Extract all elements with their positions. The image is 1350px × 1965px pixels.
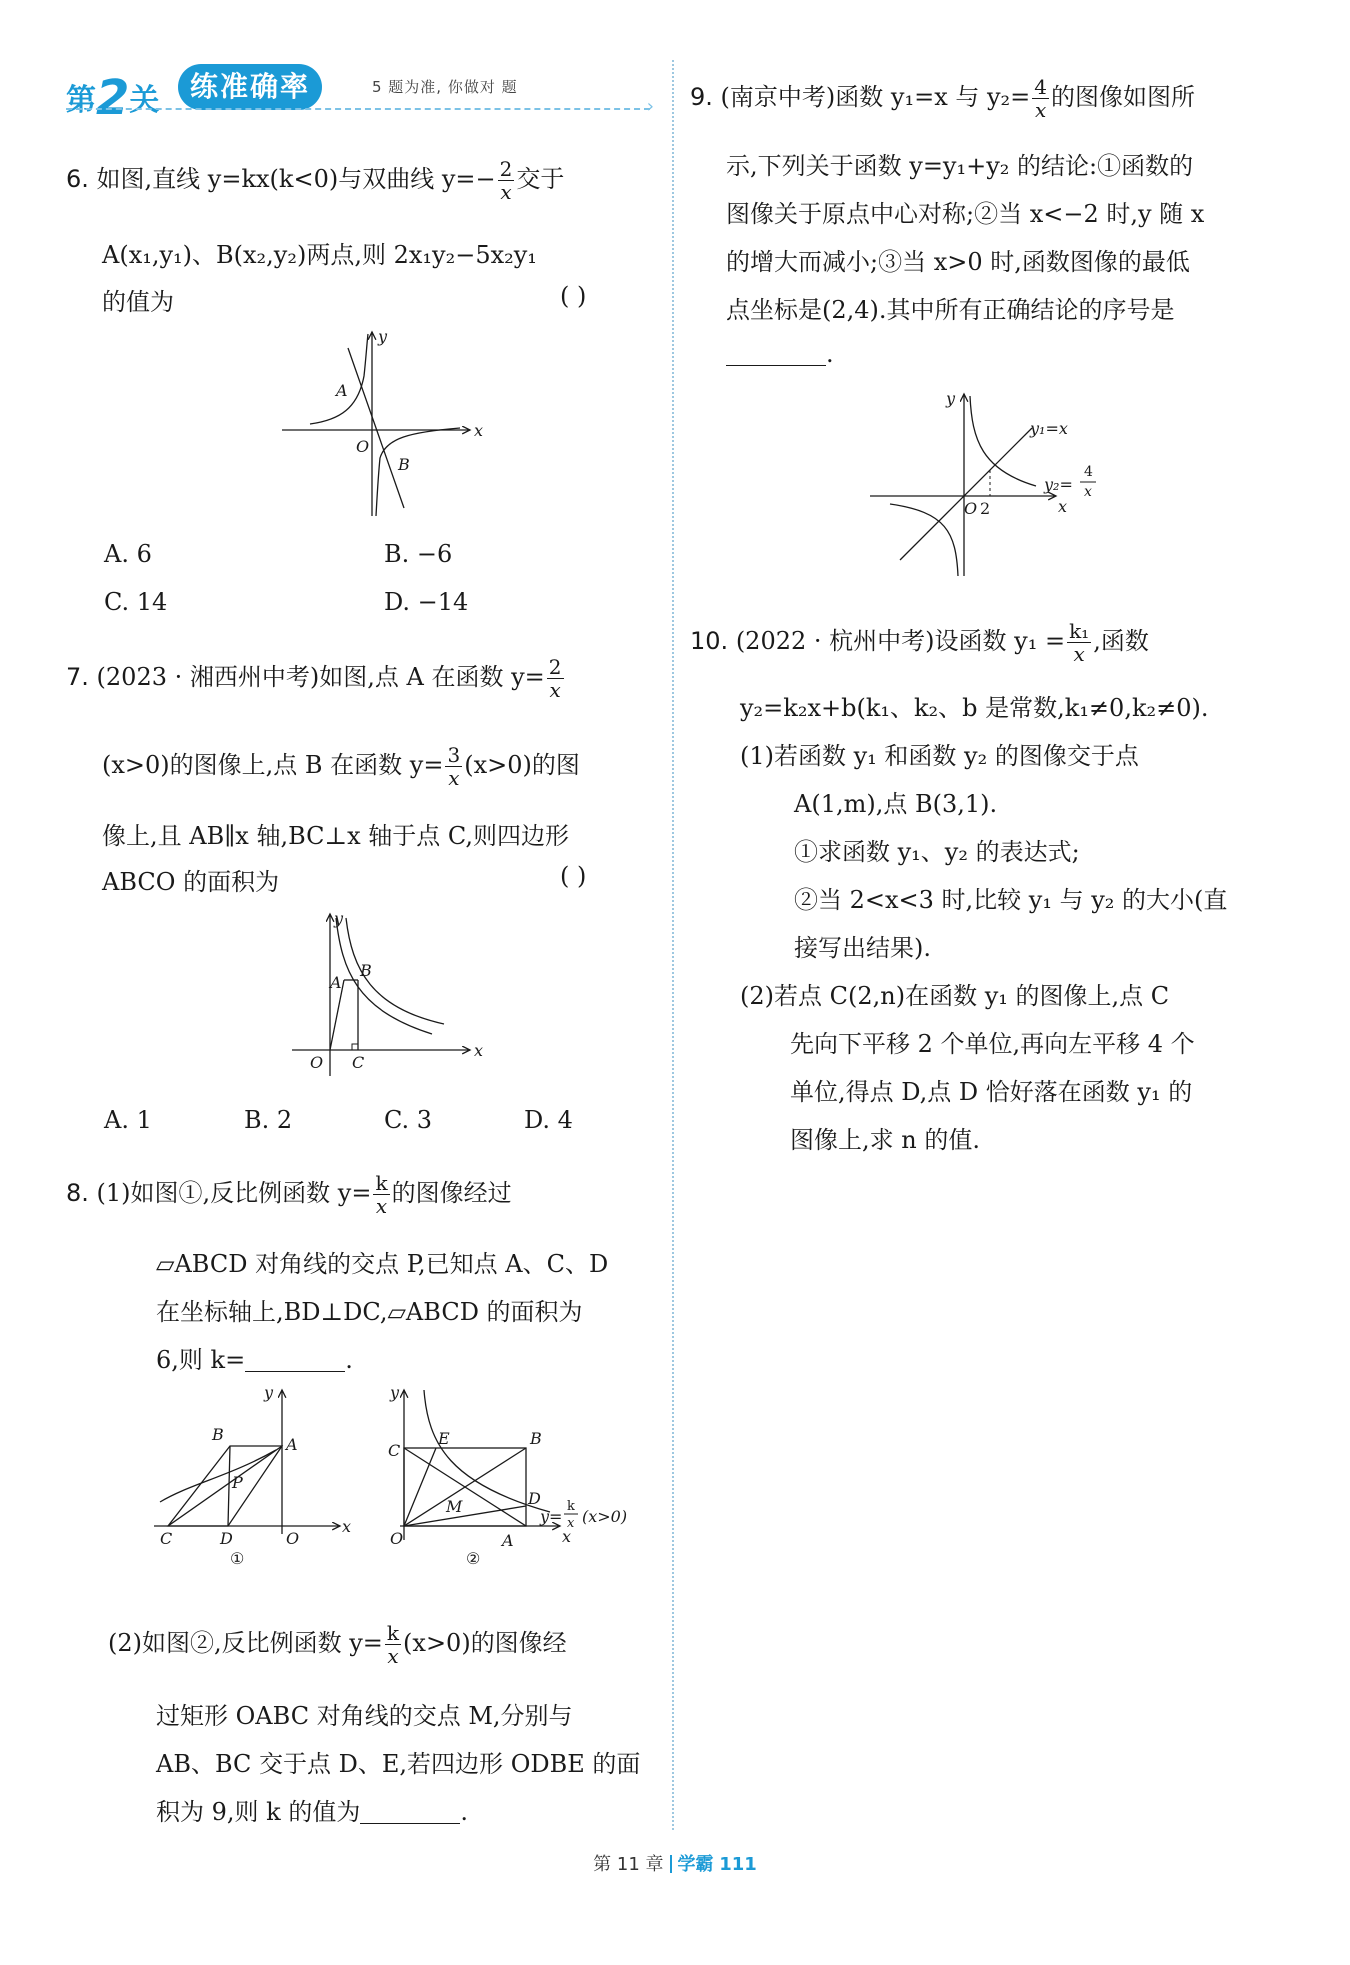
- svg-text:x: x: [474, 421, 484, 440]
- svg-text:(x>0): (x>0): [582, 1507, 628, 1526]
- svg-text:O: O: [356, 437, 370, 456]
- svg-text:y: y: [390, 1383, 400, 1402]
- q8-answer-blank-2[interactable]: [360, 1800, 460, 1824]
- q7-option-d: D. 4: [524, 1106, 573, 1134]
- svg-text:C: C: [352, 1053, 365, 1072]
- svg-text:O: O: [390, 1529, 404, 1548]
- q8-part2-line-1: (2)如图②,反比例函数 y= $\frac{k}{x}$ (x>0)的图像经: [108, 1621, 567, 1668]
- q7-figure: [286, 910, 486, 1080]
- q8-line-3: 在坐标轴上,BD⊥DC,▱ABCD 的面积为: [156, 1298, 583, 1326]
- column-divider: [672, 60, 674, 1830]
- q8-figure-1: [150, 1383, 352, 1568]
- q7-line-4: ABCO 的面积为: [102, 868, 280, 896]
- svg-text:O: O: [286, 1529, 300, 1548]
- q9-line-5: 点坐标是(2,4).其中所有正确结论的序号是: [726, 296, 1175, 324]
- svg-text:y: y: [264, 1383, 274, 1402]
- q7-line-2: (x>0)的图像上,点 B 在函数 y= $\frac{3}{x}$ (x>0)的图: [102, 743, 580, 790]
- section-header: [66, 60, 654, 126]
- q10-line-3: (1)若函数 y₁ 和函数 y₂ 的图像交于点: [740, 742, 1139, 770]
- q8-line-2: ▱ABCD 对角线的交点 P,已知点 A、C、D: [156, 1250, 609, 1278]
- section-slogan: 5 题为准, 你做对 题: [372, 78, 518, 96]
- svg-text:D: D: [528, 1489, 541, 1508]
- q7-option-c: C. 3: [384, 1106, 433, 1134]
- svg-text:C: C: [160, 1529, 173, 1548]
- q7-answer-paren: ( ): [560, 862, 587, 890]
- q6-option-a: A. 6: [104, 540, 152, 568]
- q10-line-11: 图像上,求 n 的值.: [790, 1126, 980, 1154]
- section-title: 练准确率: [178, 64, 322, 110]
- q6-line-3: 的值为: [102, 288, 174, 316]
- q6-option-d: D. −14: [384, 588, 469, 616]
- q9-answer-blank[interactable]: [726, 342, 826, 366]
- svg-text:②: ②: [466, 1549, 481, 1568]
- svg-text:E: E: [438, 1429, 450, 1448]
- svg-text:O: O: [964, 499, 978, 518]
- q8-line-1: 8. (1)如图①,反比例函数 y= $\frac{k}{x}$ 的图像经过: [66, 1171, 512, 1218]
- page-number: 111: [719, 1854, 757, 1875]
- svg-text:x: x: [342, 1517, 352, 1536]
- svg-text:y=: y=: [540, 1507, 563, 1526]
- q6-figure: [280, 327, 484, 518]
- footer-chapter: 第 11 章: [593, 1854, 664, 1875]
- svg-text:D: D: [220, 1529, 233, 1548]
- q9-line-1: 9. (南京中考)函数 y₁=x 与 y₂= $\frac{4}{x}$ 的图像如图所: [690, 75, 1196, 122]
- page-footer: [0, 1850, 1350, 1876]
- svg-text:A: A: [502, 1531, 514, 1550]
- svg-text:B: B: [530, 1429, 542, 1448]
- svg-text:2: 2: [980, 499, 991, 518]
- svg-text:C: C: [388, 1441, 401, 1460]
- q9-line-2: 示,下列关于函数 y=y₁+y₂ 的结论:①函数的: [726, 152, 1194, 180]
- svg-text:k: k: [567, 1499, 575, 1514]
- q6-line-1: 6. 如图,直线 y=kx(k<0)与双曲线 y=− $\frac{2}{x}$ 交于: [66, 157, 565, 204]
- q7-line-3: 像上,且 AB∥x 轴,BC⊥x 轴于点 C,则四边形: [102, 822, 570, 850]
- q9-figure: [866, 390, 1126, 580]
- level-badge: 第2关: [66, 70, 160, 126]
- svg-text:y₁=x: y₁=x: [1030, 419, 1068, 438]
- q6-answer-paren: ( ): [560, 282, 587, 310]
- svg-text:A: A: [336, 381, 348, 400]
- footer-brand: 学霸: [677, 1854, 714, 1875]
- q10-line-6: ②当 2<x<3 时,比较 y₁ 与 y₂ 的大小(直: [794, 886, 1228, 914]
- q10-line-5: ①求函数 y₁、y₂ 的表达式;: [794, 838, 1080, 866]
- q9-line-4: 的增大而减小;③当 x>0 时,函数图像的最低: [726, 248, 1190, 276]
- q8-part2-line-3: AB、BC 交于点 D、E,若四边形 ODBE 的面: [156, 1750, 641, 1778]
- svg-text:x: x: [1058, 497, 1068, 516]
- q8-line-4: 6,则 k= .: [156, 1346, 353, 1374]
- svg-text:B: B: [398, 455, 410, 474]
- svg-text:①: ①: [230, 1549, 245, 1568]
- svg-text:x: x: [474, 1041, 484, 1060]
- q6-line-2: A(x₁,y₁)、B(x₂,y₂)两点,则 2x₁y₂−5x₂y₁: [102, 241, 537, 269]
- q8-part2-line-4: 积为 9,则 k 的值为 .: [156, 1798, 468, 1826]
- svg-text:x: x: [1084, 484, 1092, 500]
- svg-text:A: A: [286, 1435, 298, 1454]
- q8-answer-blank-1[interactable]: [245, 1348, 345, 1372]
- svg-text:B: B: [360, 961, 372, 980]
- svg-text:A: A: [330, 973, 342, 992]
- q8-figure-2: [380, 1383, 660, 1568]
- q7-line-1: 7. (2023 · 湘西州中考)如图,点 A 在函数 y= $\frac{2}{x}$: [66, 655, 562, 702]
- q10-line-7: 接写出结果).: [794, 934, 931, 962]
- q9-line-3: 图像关于原点中心对称;②当 x<−2 时,y 随 x: [726, 200, 1205, 228]
- svg-text:O: O: [310, 1053, 324, 1072]
- svg-text:B: B: [212, 1425, 224, 1444]
- svg-text:y: y: [946, 389, 956, 408]
- svg-text:4: 4: [1084, 464, 1093, 480]
- q10-line-8: (2)若点 C(2,n)在函数 y₁ 的图像上,点 C: [740, 982, 1170, 1010]
- svg-text:y₂=: y₂=: [1044, 475, 1073, 494]
- svg-text:x: x: [562, 1527, 572, 1546]
- q6-option-c: C. 14: [104, 588, 168, 616]
- svg-text:P: P: [232, 1473, 243, 1492]
- header-dashed-line: [66, 108, 650, 110]
- q7-option-b: B. 2: [244, 1106, 293, 1134]
- q7-option-a: A. 1: [104, 1106, 152, 1134]
- svg-text:M: M: [446, 1497, 463, 1516]
- q6-fraction: $\frac{2}{x}$: [499, 157, 513, 204]
- q10-line-9: 先向下平移 2 个单位,再向左平移 4 个: [790, 1030, 1195, 1058]
- q10-line-10: 单位,得点 D,点 D 恰好落在函数 y₁ 的: [790, 1078, 1193, 1106]
- svg-text:y: y: [378, 327, 388, 346]
- q6-option-b: B. −6: [384, 540, 453, 568]
- q10-line-2: y₂=k₂x+b(k₁、k₂、b 是常数,k₁≠0,k₂≠0).: [740, 694, 1209, 722]
- svg-text:y: y: [334, 909, 344, 928]
- q10-line-1: 10. (2022 · 杭州中考)设函数 y₁ = $\frac{\text{k₁}}{x}$ ,函数: [690, 619, 1149, 666]
- arrow-right-icon: ›: [646, 96, 654, 117]
- q9-line-6: .: [726, 340, 834, 368]
- footer-separator: [670, 1855, 672, 1873]
- q10-line-4: A(1,m),点 B(3,1).: [794, 790, 998, 818]
- q8-part2-line-2: 过矩形 OABC 对角线的交点 M,分别与: [156, 1702, 573, 1730]
- svg-text:x: x: [567, 1516, 575, 1531]
